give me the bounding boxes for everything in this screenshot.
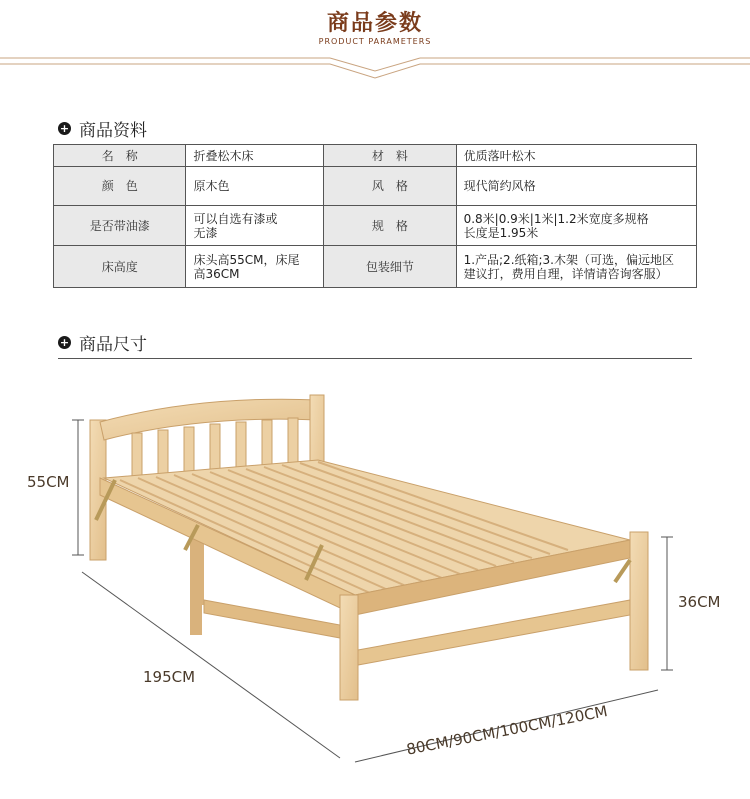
params-table [53,144,697,288]
params-row [54,145,697,167]
param-value [186,246,324,288]
cell-line: 原木色 [193,179,230,193]
param-value [186,167,324,206]
param-key: 是否带油漆 [54,206,186,246]
width-label: 80CM/90CM/100CM/120CM [405,702,609,759]
section-divider [58,358,692,359]
foot-height-label: 36CM [678,593,721,611]
cell-line: 无漆 [193,225,218,240]
param-value [456,167,696,206]
length-label: 195CM [143,668,196,686]
page-subtitle: PRODUCT PARAMETERS [318,37,432,46]
param-key: 床高度 [54,246,186,288]
cell-line: 现代简约风格 [463,179,536,193]
cell-line: 0.8米|0.9米|1米|1.2米宽度多规格 [463,211,649,226]
section-product-size [58,330,147,355]
section-product-info [58,116,147,141]
param-key: 包装细节 [324,246,456,288]
cell-line: 折叠松木床 [193,148,254,163]
cell-line: 可以自选有漆或 [193,211,278,226]
cell-line: 长度是1.95米 [463,225,539,240]
param-key: 规 格 [324,206,456,246]
param-key: 风 格 [324,167,456,206]
param-key: 名 称 [54,145,186,167]
param-value [186,145,324,167]
params-row [54,246,697,288]
param-value [456,246,696,288]
bed-image [0,360,750,799]
cell-line: 建议打，费用自理，详情请咨询客服） [463,266,668,281]
section-title: 商品尺寸 [79,335,147,355]
param-value [186,206,324,246]
header-divider [0,52,750,82]
plus-circle-icon: + [59,336,70,349]
cell-line: 床头高55CM，床尾 [193,252,300,267]
param-key: 颜 色 [54,167,186,206]
section-title: 商品资料 [79,121,147,141]
params-row [54,167,697,206]
plus-circle-icon: + [59,122,70,135]
head-height-label: 55CM [27,473,70,491]
page-title: 商品参数 [326,11,423,36]
param-value [456,145,696,167]
param-key: 材 料 [324,145,456,167]
param-value [456,206,696,246]
cell-line: 优质落叶松木 [463,148,536,163]
cell-line: 高36CM [193,266,240,281]
params-row [54,206,697,246]
cell-line: 1.产品;2.纸箱;3.木架（可选，偏远地区 [463,252,674,267]
